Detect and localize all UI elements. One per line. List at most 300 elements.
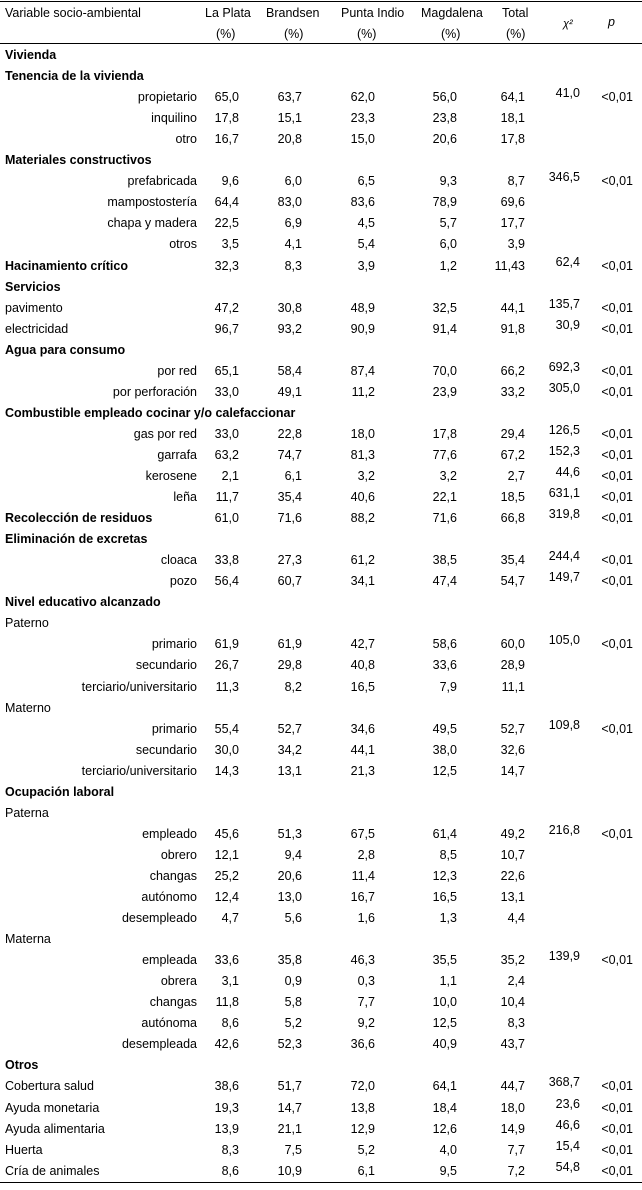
- value-cell: 33,8: [214, 553, 239, 568]
- value-cell: 35,4: [500, 553, 525, 568]
- value-cell: 20,6: [432, 132, 457, 147]
- table-bottom-rule: [0, 1182, 642, 1183]
- value-cell: 23,8: [432, 111, 457, 126]
- section-heading: Vivienda: [5, 48, 57, 62]
- value-cell: 52,3: [277, 1037, 302, 1052]
- chi-square-value: 244,4: [548, 549, 580, 564]
- p-value: <0,01: [601, 469, 633, 483]
- chi-square-value: 41,0: [555, 86, 580, 101]
- header-chi-square: χ²: [563, 18, 573, 30]
- row-label: desempleada: [121, 1037, 197, 1052]
- p-value: <0,01: [601, 384, 633, 399]
- chi-square-value: 368,7: [548, 1075, 580, 1090]
- value-cell: 16,5: [432, 890, 457, 904]
- row-label: terciario/universitario: [81, 763, 197, 778]
- value-cell: 40,9: [432, 1037, 457, 1052]
- subgroup-label: Materna: [5, 932, 51, 947]
- value-cell: 74,7: [277, 447, 302, 462]
- value-cell: 8,3: [507, 1016, 525, 1031]
- value-cell: 29,8: [277, 658, 302, 673]
- section-heading: Agua para consumo: [5, 342, 126, 357]
- row-label: pozo: [169, 574, 197, 589]
- value-cell: 51,7: [277, 1079, 302, 1094]
- value-cell: 30,0: [214, 742, 239, 757]
- value-cell: 11,43: [494, 258, 525, 273]
- p-value: <0,01: [601, 511, 633, 526]
- value-cell: 45,6: [214, 826, 239, 841]
- value-cell: 4,1: [284, 237, 302, 252]
- value-cell: 16,5: [350, 679, 375, 694]
- value-cell: 6,1: [284, 469, 302, 483]
- value-cell: 64,1: [500, 90, 525, 105]
- value-cell: 49,2: [500, 826, 525, 841]
- value-cell: 60,7: [277, 574, 302, 589]
- p-value: <0,01: [601, 490, 633, 505]
- row-label: Huerta: [5, 1142, 43, 1157]
- row-label: Cría de animales: [5, 1163, 100, 1178]
- value-cell: 9,4: [284, 847, 302, 862]
- section-heading: Nivel educativo alcanzado: [5, 595, 161, 610]
- value-cell: 22,6: [500, 868, 525, 883]
- value-cell: 7,2: [507, 1163, 525, 1178]
- section-heading: Materiales constructivos: [5, 153, 152, 168]
- p-value: <0,01: [601, 300, 633, 315]
- value-cell: 18,5: [500, 490, 525, 505]
- row-label: Recolección de residuos: [5, 511, 153, 526]
- value-cell: 19,3: [214, 1100, 239, 1115]
- chi-square-value: 692,3: [548, 359, 580, 374]
- value-cell: 29,4: [500, 426, 525, 441]
- p-value: <0,01: [601, 1079, 633, 1094]
- row-label: Cobertura salud: [5, 1079, 94, 1094]
- value-cell: 12,4: [214, 890, 239, 904]
- row-label: primario: [151, 721, 197, 736]
- value-cell: 21,3: [350, 763, 375, 778]
- value-cell: 4,7: [221, 911, 239, 926]
- value-cell: 11,7: [215, 490, 239, 505]
- value-cell: 44,1: [350, 742, 375, 757]
- value-cell: 11,1: [501, 679, 525, 694]
- chi-square-value: 305,0: [548, 380, 580, 395]
- value-cell: 33,6: [214, 953, 239, 968]
- value-cell: 2,4: [507, 974, 525, 989]
- value-cell: 8,3: [284, 258, 302, 273]
- value-cell: 9,3: [439, 174, 457, 189]
- value-cell: 9,5: [439, 1163, 457, 1178]
- value-cell: 13,1: [500, 890, 525, 904]
- value-cell: 40,8: [350, 658, 375, 673]
- value-cell: 38,6: [214, 1079, 239, 1094]
- chi-square-value: 319,8: [548, 507, 580, 522]
- value-cell: 2,7: [507, 469, 525, 483]
- value-cell: 66,2: [500, 363, 525, 378]
- row-label: terciario/universitario: [81, 679, 197, 694]
- header-la-plata: La Plata: [205, 6, 251, 20]
- value-cell: 33,6: [432, 658, 457, 673]
- value-cell: 16,7: [350, 890, 375, 904]
- value-cell: 46,3: [350, 953, 375, 968]
- row-label: leña: [173, 490, 197, 505]
- value-cell: 8,6: [221, 1163, 239, 1178]
- value-cell: 71,6: [277, 511, 302, 526]
- chi-square-value: 109,8: [548, 717, 580, 732]
- value-cell: 49,1: [277, 384, 302, 399]
- value-cell: 51,3: [277, 826, 302, 841]
- value-cell: 11,2: [351, 384, 375, 399]
- chi-square-value: 44,6: [555, 465, 580, 479]
- value-cell: 55,4: [214, 721, 239, 736]
- value-cell: 35,4: [277, 490, 302, 505]
- value-cell: 2,1: [221, 469, 239, 483]
- value-cell: 5,4: [357, 237, 375, 252]
- header-total: Total: [502, 6, 529, 20]
- value-cell: 12,6: [432, 1121, 457, 1136]
- value-cell: 22,1: [432, 490, 457, 505]
- value-cell: 81,3: [350, 447, 375, 462]
- value-cell: 61,9: [277, 637, 302, 652]
- value-cell: 7,7: [357, 995, 375, 1010]
- row-label: otros: [169, 237, 197, 252]
- row-label: desempleado: [121, 911, 197, 926]
- value-cell: 14,7: [500, 763, 525, 778]
- value-cell: 13,0: [277, 890, 302, 904]
- row-label: obrera: [160, 974, 197, 989]
- value-cell: 18,4: [432, 1100, 457, 1115]
- value-cell: 33,0: [214, 426, 239, 441]
- value-cell: 47,2: [214, 300, 239, 315]
- value-cell: 35,8: [277, 953, 302, 968]
- row-label: chapa y madera: [107, 216, 197, 231]
- header-unit-magdalena: (%): [441, 27, 461, 41]
- value-cell: 77,6: [432, 447, 457, 462]
- value-cell: 65,0: [214, 90, 239, 105]
- value-cell: 83,6: [350, 195, 375, 210]
- subgroup-label: Paterna: [5, 805, 49, 820]
- value-cell: 14,7: [277, 1100, 302, 1115]
- p-value: <0,01: [601, 1142, 633, 1157]
- p-value: <0,01: [601, 174, 633, 189]
- row-label: changas: [149, 995, 197, 1010]
- value-cell: 87,4: [350, 363, 375, 378]
- value-cell: 72,0: [350, 1079, 375, 1094]
- chi-square-value: 135,7: [548, 296, 580, 311]
- value-cell: 15,1: [277, 111, 302, 126]
- header-magdalena: Magdalena: [421, 6, 483, 20]
- row-label: empleado: [142, 826, 197, 841]
- header-unit-total: (%): [506, 27, 526, 41]
- chi-square-value: 54,8: [555, 1159, 580, 1174]
- header-unit-punta-indio: (%): [357, 27, 377, 41]
- header-bottom-rule: [0, 43, 642, 44]
- row-label: otro: [175, 132, 197, 147]
- value-cell: 18,1: [500, 111, 525, 126]
- value-cell: 56,0: [432, 90, 457, 105]
- value-cell: 25,2: [214, 868, 239, 883]
- value-cell: 2,8: [357, 847, 375, 862]
- value-cell: 67,2: [500, 447, 525, 462]
- value-cell: 70,0: [432, 363, 457, 378]
- value-cell: 3,2: [439, 469, 457, 483]
- row-label: empleada: [142, 953, 197, 968]
- chi-square-value: 62,4: [555, 254, 580, 269]
- value-cell: 8,2: [284, 679, 302, 694]
- p-value: <0,01: [601, 721, 633, 736]
- chi-square-value: 15,4: [555, 1138, 580, 1153]
- value-cell: 61,0: [214, 511, 239, 526]
- p-value: <0,01: [601, 826, 633, 841]
- value-cell: 5,7: [439, 216, 457, 231]
- chi-square-value: 152,3: [548, 443, 580, 458]
- value-cell: 8,6: [221, 1016, 239, 1031]
- value-cell: 28,9: [500, 658, 525, 673]
- value-cell: 91,8: [500, 321, 525, 336]
- value-cell: 12,3: [432, 868, 457, 883]
- value-cell: 32,6: [500, 742, 525, 757]
- value-cell: 4,4: [507, 911, 525, 926]
- header-variable: Variable socio-ambiental: [5, 6, 141, 20]
- value-cell: 22,8: [277, 426, 302, 441]
- value-cell: 32,5: [432, 300, 457, 315]
- row-label: pavimento: [5, 300, 63, 315]
- value-cell: 7,7: [507, 1142, 525, 1157]
- value-cell: 5,8: [284, 995, 302, 1010]
- value-cell: 6,1: [357, 1163, 375, 1178]
- chi-square-value: 105,0: [548, 633, 580, 648]
- value-cell: 14,3: [214, 763, 239, 778]
- value-cell: 58,4: [277, 363, 302, 378]
- value-cell: 6,9: [284, 216, 302, 231]
- header-brandsen: Brandsen: [266, 6, 320, 20]
- chi-square-value: 126,5: [548, 422, 580, 437]
- row-label: inquilino: [151, 111, 197, 126]
- value-cell: 3,9: [507, 237, 525, 252]
- value-cell: 93,2: [277, 321, 302, 336]
- value-cell: 10,9: [277, 1163, 302, 1178]
- value-cell: 17,7: [500, 216, 525, 231]
- header-unit-brandsen: (%): [284, 27, 304, 41]
- row-label: gas por red: [133, 426, 197, 441]
- value-cell: 42,6: [214, 1037, 239, 1052]
- value-cell: 6,0: [439, 237, 457, 252]
- p-value: <0,01: [601, 953, 633, 968]
- p-value: <0,01: [601, 258, 633, 273]
- header-punta-indio: Punta Indio: [341, 6, 405, 20]
- chi-square-value: 631,1: [548, 486, 580, 501]
- value-cell: 10,4: [500, 995, 525, 1010]
- row-label: secundario: [135, 742, 197, 757]
- value-cell: 7,9: [439, 679, 457, 694]
- value-cell: 63,2: [214, 447, 239, 462]
- p-value: <0,01: [601, 553, 633, 568]
- value-cell: 49,5: [432, 721, 457, 736]
- row-label: mampostostería: [107, 195, 197, 210]
- value-cell: 47,4: [432, 574, 457, 589]
- value-cell: 34,6: [350, 721, 375, 736]
- value-cell: 40,6: [350, 490, 375, 505]
- value-cell: 12,5: [432, 763, 457, 778]
- section-heading: Otros: [5, 1058, 39, 1073]
- value-cell: 17,8: [432, 426, 457, 441]
- value-cell: 90,9: [350, 321, 375, 336]
- value-cell: 3,5: [221, 237, 239, 252]
- value-cell: 1,1: [439, 974, 457, 989]
- value-cell: 13,9: [214, 1121, 239, 1136]
- value-cell: 61,2: [350, 553, 375, 568]
- value-cell: 32,3: [214, 258, 239, 273]
- value-cell: 12,9: [350, 1121, 375, 1136]
- value-cell: 17,8: [500, 132, 525, 147]
- chi-square-value: 139,9: [548, 949, 580, 964]
- row-label: cloaca: [160, 553, 197, 568]
- value-cell: 0,3: [357, 974, 375, 989]
- value-cell: 63,7: [277, 90, 302, 105]
- row-label: kerosene: [145, 469, 197, 483]
- value-cell: 96,7: [214, 321, 239, 336]
- value-cell: 16,7: [214, 132, 239, 147]
- row-label: electricidad: [5, 321, 69, 336]
- value-cell: 17,8: [214, 111, 239, 126]
- value-cell: 58,6: [432, 637, 457, 652]
- row-label: propietario: [137, 90, 197, 105]
- value-cell: 88,2: [350, 511, 375, 526]
- value-cell: 11,3: [215, 679, 239, 694]
- row-label: secundario: [135, 658, 197, 673]
- value-cell: 27,3: [277, 553, 302, 568]
- value-cell: 33,0: [214, 384, 239, 399]
- row-label: garrafa: [157, 447, 197, 462]
- value-cell: 60,0: [500, 637, 525, 652]
- value-cell: 1,6: [357, 911, 375, 926]
- value-cell: 62,0: [350, 90, 375, 105]
- value-cell: 35,5: [432, 953, 457, 968]
- value-cell: 56,4: [214, 574, 239, 589]
- value-cell: 1,3: [439, 911, 457, 926]
- header-unit-la-plata: (%): [216, 27, 236, 41]
- value-cell: 91,4: [432, 321, 457, 336]
- table-top-rule: [0, 1, 642, 2]
- value-cell: 13,1: [277, 763, 302, 778]
- value-cell: 38,0: [432, 742, 457, 757]
- p-value: <0,01: [601, 447, 633, 462]
- value-cell: 8,7: [507, 174, 525, 189]
- chi-square-value: 346,5: [548, 170, 580, 185]
- value-cell: 33,2: [500, 384, 525, 399]
- subgroup-label: Materno: [5, 700, 51, 715]
- value-cell: 10,7: [500, 847, 525, 862]
- chi-square-value: 216,8: [548, 822, 580, 837]
- value-cell: 61,4: [432, 826, 457, 841]
- p-value: <0,01: [601, 1163, 633, 1178]
- value-cell: 3,1: [221, 974, 239, 989]
- value-cell: 36,6: [350, 1037, 375, 1052]
- value-cell: 71,6: [432, 511, 457, 526]
- value-cell: 8,3: [221, 1142, 239, 1157]
- value-cell: 64,1: [432, 1079, 457, 1094]
- value-cell: 35,2: [500, 953, 525, 968]
- value-cell: 15,0: [350, 132, 375, 147]
- value-cell: 1,2: [439, 258, 457, 273]
- value-cell: 3,2: [357, 469, 375, 483]
- value-cell: 4,0: [439, 1142, 457, 1157]
- value-cell: 5,6: [284, 911, 302, 926]
- p-value: <0,01: [601, 426, 633, 441]
- row-label: por red: [157, 363, 197, 378]
- row-label: primario: [151, 637, 197, 652]
- value-cell: 42,7: [350, 637, 375, 652]
- section-heading: Combustible empleado cocinar y/o calefaccionar: [5, 405, 296, 420]
- section-heading: Tenencia de la vivienda: [5, 69, 144, 84]
- section-heading: Eliminación de excretas: [5, 532, 148, 547]
- value-cell: 67,5: [350, 826, 375, 841]
- value-cell: 18,0: [350, 426, 375, 441]
- header-p-value: p: [608, 15, 615, 29]
- value-cell: 23,3: [350, 111, 375, 126]
- value-cell: 12,5: [432, 1016, 457, 1031]
- value-cell: 21,1: [277, 1121, 302, 1136]
- value-cell: 5,2: [357, 1142, 375, 1157]
- value-cell: 69,6: [500, 195, 525, 210]
- chi-square-value: 46,6: [555, 1117, 580, 1132]
- value-cell: 66,8: [500, 511, 525, 526]
- value-cell: 10,0: [432, 995, 457, 1010]
- row-label: obrero: [160, 847, 197, 862]
- chi-square-value: 23,6: [555, 1096, 580, 1111]
- value-cell: 78,9: [432, 195, 457, 210]
- chi-square-value: 30,9: [555, 317, 580, 332]
- p-value: <0,01: [601, 574, 633, 589]
- value-cell: 48,9: [350, 300, 375, 315]
- value-cell: 43,7: [500, 1037, 525, 1052]
- p-value: <0,01: [601, 1100, 633, 1115]
- p-value: <0,01: [601, 637, 633, 652]
- row-label: por perforación: [112, 384, 197, 399]
- value-cell: 9,2: [357, 1016, 375, 1031]
- value-cell: 8,5: [439, 847, 457, 862]
- value-cell: 22,5: [214, 216, 239, 231]
- chi-square-value: 149,7: [548, 570, 580, 585]
- value-cell: 4,5: [357, 216, 375, 231]
- row-label: Ayuda monetaria: [5, 1100, 100, 1115]
- value-cell: 52,7: [277, 721, 302, 736]
- row-label: autónomo: [141, 890, 197, 904]
- value-cell: 34,2: [277, 742, 302, 757]
- value-cell: 13,8: [350, 1100, 375, 1115]
- value-cell: 44,7: [500, 1079, 525, 1094]
- value-cell: 54,7: [500, 574, 525, 589]
- subgroup-label: Paterno: [5, 616, 49, 631]
- value-cell: 20,8: [277, 132, 302, 147]
- value-cell: 12,1: [214, 847, 239, 862]
- section-heading: Servicios: [5, 279, 61, 294]
- row-label: changas: [149, 868, 197, 883]
- value-cell: 65,1: [214, 363, 239, 378]
- value-cell: 61,9: [214, 637, 239, 652]
- value-cell: 5,2: [284, 1016, 302, 1031]
- p-value: <0,01: [601, 321, 633, 336]
- value-cell: 9,6: [221, 174, 239, 189]
- value-cell: 26,7: [214, 658, 239, 673]
- row-label: prefabricada: [127, 174, 197, 189]
- value-cell: 44,1: [500, 300, 525, 315]
- value-cell: 23,9: [432, 384, 457, 399]
- value-cell: 11,8: [215, 995, 239, 1010]
- value-cell: 83,0: [277, 195, 302, 210]
- value-cell: 7,5: [284, 1142, 302, 1157]
- row-label: autónoma: [141, 1016, 197, 1031]
- value-cell: 52,7: [500, 721, 525, 736]
- section-heading: Ocupación laboral: [5, 784, 115, 799]
- value-cell: 64,4: [214, 195, 239, 210]
